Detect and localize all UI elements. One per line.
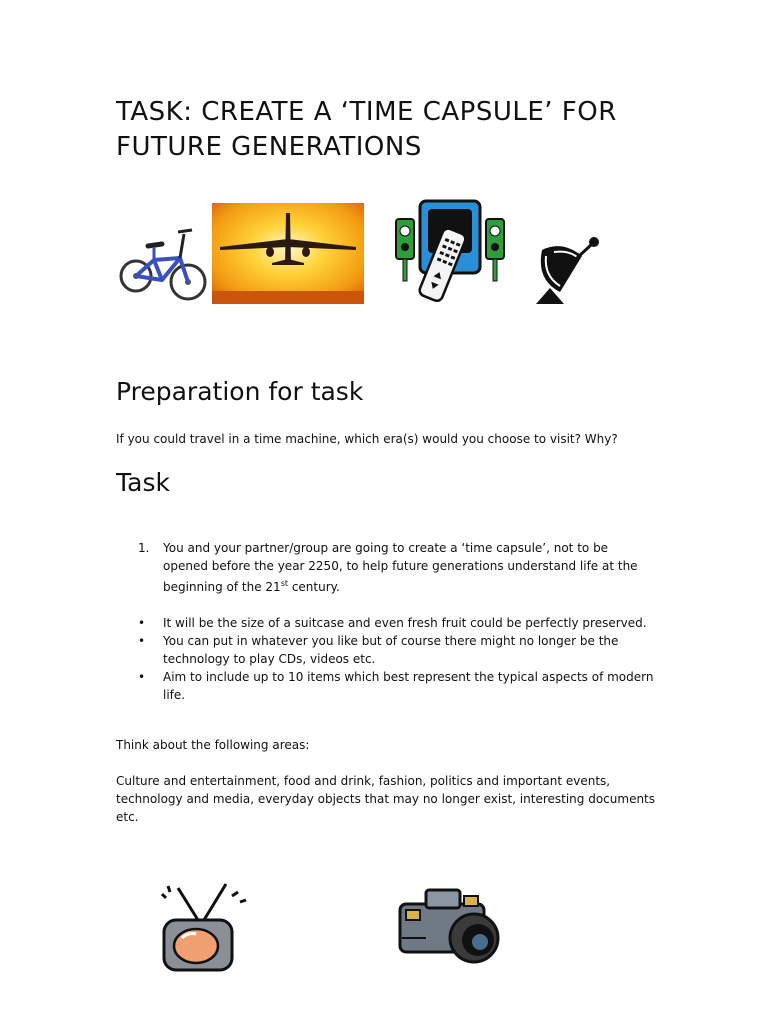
bicycle-image — [118, 220, 208, 304]
bullet-marker: • — [138, 616, 146, 630]
item-1-superscript: st — [280, 579, 289, 588]
task-heading: Task — [116, 468, 170, 497]
bullet-text: Aim to include up to 10 items which best represent the typical aspects of modern life. — [163, 670, 654, 702]
preparation-question: If you could travel in a time machine, which era(s) would you choose to visit? Why? — [116, 432, 618, 446]
page-title — [116, 95, 676, 165]
satellite-dish-image — [532, 236, 600, 306]
bullet-text: It will be the size of a suitcase and even fresh fruit could be perfectly preserved. — [163, 616, 647, 630]
bullet-text: You can put in whatever you like but of course there might no longer be the technology to play CDs, videos etc. — [163, 634, 619, 666]
tv-remote-speakers-image — [394, 199, 506, 304]
airplane-sunset-image — [212, 203, 364, 304]
item-1-text-end: century. — [288, 580, 340, 594]
camera-image — [396, 882, 508, 970]
task-list — [116, 539, 656, 704]
bullet-marker: • — [138, 634, 146, 648]
item-1-text: You and your partner/group are going to create a ‘time capsule’, not to be opened before the year 2250, to help future generations understand life at the beginning of the 21 — [163, 541, 638, 594]
preparation-heading: Preparation for task — [116, 377, 364, 406]
bullet-item — [116, 668, 656, 704]
bullet-item — [116, 632, 656, 668]
bullet-marker: • — [138, 670, 146, 684]
think-about-text: Think about the following areas: — [116, 738, 310, 752]
numbered-item-1 — [116, 539, 656, 596]
areas-text: Culture and entertainment, food and drink, fashion, politics and important events, technology and media, everyday objects that may no longer exist, interesting documents etc. — [116, 774, 656, 824]
title-line-2: FUTURE GENERATIONS — [116, 132, 422, 162]
television-image — [160, 880, 250, 975]
list-number: 1. — [138, 541, 150, 555]
bullet-item — [116, 614, 656, 632]
title-line-1: TASK: CREATE A ‘TIME CAPSULE’ FOR — [116, 97, 617, 127]
